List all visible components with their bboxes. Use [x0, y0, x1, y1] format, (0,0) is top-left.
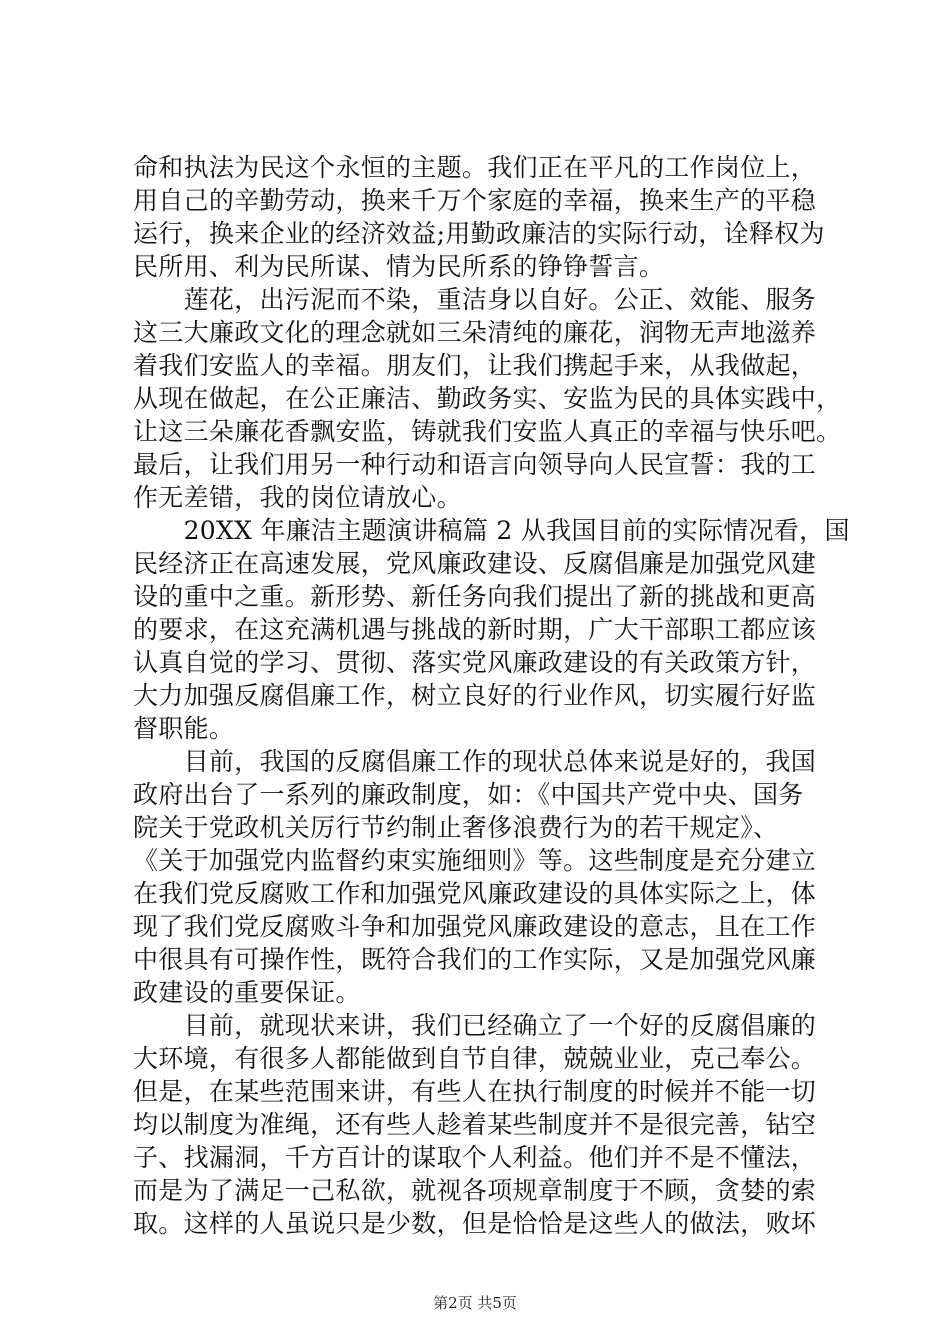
- text-line: 大力加强反腐倡廉工作，树立良好的行业作风，切实履行好监: [133, 681, 817, 710]
- text-line: 让这三朵廉花香飘安监，铸就我们安监人真正的幸福与快乐吧。: [133, 417, 842, 446]
- text-line: 目前，就现状来讲，我们已经确立了一个好的反腐倡廉的: [133, 1011, 817, 1040]
- text-line: 大环境，有很多人都能做到自节自律，兢兢业业，克己奉公。: [133, 1044, 817, 1073]
- text-line: 目前，我国的反腐倡廉工作的现状总体来说是好的，我国: [133, 747, 817, 776]
- text-line: 命和执法为民这个永恒的主题。我们正在平凡的工作岗位上，: [133, 153, 817, 182]
- text-line: 子、找漏洞，千方百计的谋取个人利益。他们并不是不懂法，: [133, 1143, 817, 1172]
- text-line: 《关于加强党内监督约束实施细则》等。这些制度是充分建立: [133, 846, 817, 875]
- text-line: 而是为了满足一己私欲，就视各项规章制度于不顾，贪婪的索: [133, 1176, 817, 1205]
- text-line: 均以制度为准绳，还有些人趁着某些制度并不是很完善，钻空: [133, 1110, 817, 1139]
- text-line: 但是，在某些范围来讲，有些人在执行制度的时候并不能一切: [133, 1077, 817, 1106]
- text-line: 从现在做起，在公正廉洁、勤政务实、安监为民的具体实践中，: [133, 384, 842, 413]
- text-line: 用自己的辛勤劳动，换来千万个家庭的幸福，换来生产的平稳: [133, 186, 817, 215]
- text-line: 这三大廉政文化的理念就如三朵清纯的廉花，润物无声地滋养: [133, 318, 817, 347]
- text-line: 现了我们党反腐败斗争和加强党风廉政建设的意志，且在工作: [133, 912, 817, 941]
- text-line: 民经济正在高速发展，党风廉政建设、反腐倡廉是加强党风建: [133, 549, 817, 578]
- text-line: 政建设的重要保证。: [133, 978, 361, 1007]
- text-line: 最后，让我们用另一种行动和语言向领导向人民宣誓：我的工: [133, 450, 817, 479]
- page-number-footer: 第2页 共5页: [433, 1294, 517, 1312]
- text-line: 运行，换来企业的经济效益;用勤政廉洁的实际行动，诠释权为: [133, 219, 825, 248]
- text-line: 督职能。: [133, 714, 235, 743]
- text-line: 政府出台了一系列的廉政制度，如：《中国共产党中央、国务: [133, 780, 804, 809]
- text-line: 20XX 年廉洁主题演讲稿篇 2 从我国目前的实际情况看，国: [133, 516, 850, 545]
- text-line: 的要求，在这充满机遇与挑战的新时期，广大干部职工都应该: [133, 615, 817, 644]
- text-line: 莲花，出污泥而不染，重洁身以自好。公正、效能、服务: [133, 285, 817, 314]
- text-line: 认真自觉的学习、贯彻、落实党风廉政建设的有关政策方针，: [133, 648, 817, 677]
- text-line: 作无差错，我的岗位请放心。: [133, 483, 462, 512]
- text-line: 取。这样的人虽说只是少数，但是恰恰是这些人的做法，败坏: [133, 1209, 817, 1238]
- text-line: 着我们安监人的幸福。朋友们，让我们携起手来，从我做起，: [133, 351, 817, 380]
- text-line: 中很具有可操作性，既符合我们的工作实际，又是加强党风廉: [133, 945, 817, 974]
- text-line: 设的重中之重。新形势、新任务向我们提出了新的挑战和更高: [133, 582, 817, 611]
- text-line: 在我们党反腐败工作和加强党风廉政建设的具体实际之上，体: [133, 879, 817, 908]
- text-line: 民所用、利为民所谋、情为民所系的铮铮誓言。: [133, 252, 665, 281]
- text-line: 院关于党政机关厉行节约制止奢侈浪费行为的若干规定》、: [133, 813, 779, 842]
